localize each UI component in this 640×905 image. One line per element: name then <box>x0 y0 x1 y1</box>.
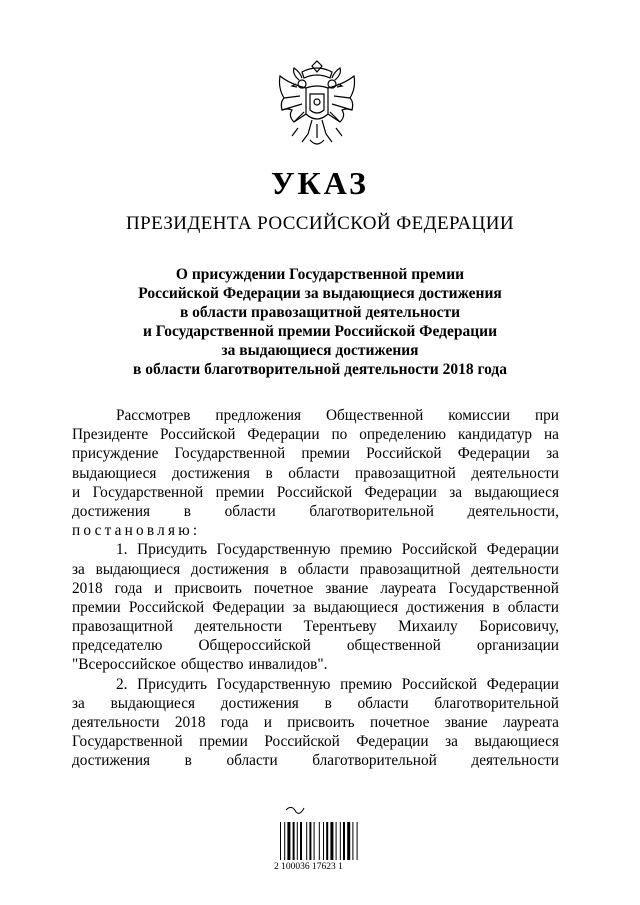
word: Российской <box>264 733 340 751</box>
word: области <box>226 752 278 770</box>
word: по <box>331 426 348 444</box>
text-line <box>72 694 559 713</box>
word: Российской <box>401 541 478 559</box>
word: Общественной <box>325 407 424 424</box>
heading-line: в области благотворительной деятельности 2018 года <box>132 361 508 378</box>
word: достижения <box>72 502 151 520</box>
decree-subtitle: ПРЕЗИДЕНТА РОССИЙСКОЙ ФЕДЕРАЦИИ <box>126 213 514 234</box>
word: при <box>534 407 559 424</box>
word: Российской <box>160 426 236 444</box>
barcode-bar <box>343 822 345 860</box>
word: 2018 <box>174 714 206 731</box>
barcode-bar <box>306 822 307 860</box>
barcode <box>276 806 362 864</box>
word: области <box>357 694 409 712</box>
word: 1. <box>116 541 128 559</box>
heading-line: в области правозащитной деятельности <box>179 304 461 321</box>
document-serial-number: 2 100036 17623 1 <box>274 862 343 872</box>
word: лауреата <box>503 714 559 731</box>
word: правозащитной <box>354 464 456 482</box>
word: в <box>324 694 332 712</box>
word: постановляю: <box>72 522 201 540</box>
word: области <box>224 502 276 520</box>
word: в <box>183 502 191 520</box>
word: кандидатур <box>457 426 533 444</box>
word: выдающиеся <box>474 733 559 751</box>
word: Государственной <box>72 733 183 751</box>
heading-line: за выдающиеся достижения <box>221 342 419 359</box>
text-line <box>72 521 559 540</box>
decree-heading <box>60 265 580 379</box>
barcode-bar <box>319 822 320 860</box>
barcode-bar <box>314 822 315 860</box>
heading-line: О присуждении Государственной премии <box>175 266 465 283</box>
word: Присудить <box>137 541 207 559</box>
word: Федерации <box>364 483 437 501</box>
word: за <box>72 560 85 578</box>
word: Государственную <box>216 541 331 559</box>
word: Российской <box>366 445 442 463</box>
word: области <box>288 464 340 482</box>
word: в <box>279 560 287 578</box>
word: благотворительной <box>309 502 434 520</box>
heading-line: Российской Федерации за выдающиеся достижения <box>138 285 502 302</box>
word: Терентьеву <box>303 618 377 636</box>
word: премии <box>199 733 248 751</box>
word: на <box>543 426 559 444</box>
word: Федерации <box>247 426 320 444</box>
barcode-bar <box>280 822 281 860</box>
word: определению <box>359 426 447 444</box>
text-line <box>72 425 559 444</box>
word: предложения <box>215 407 302 424</box>
barcode-bar <box>287 822 290 860</box>
text-line <box>72 598 559 617</box>
word: за <box>292 598 306 616</box>
word: за <box>546 445 559 463</box>
word: Государственной <box>92 483 204 501</box>
word: Российской <box>276 483 353 501</box>
text-line <box>72 675 559 694</box>
word: выдающиеся <box>110 694 196 712</box>
word: Государственной <box>448 579 559 597</box>
barcode-bar <box>352 822 353 860</box>
barcode-bar <box>340 822 341 860</box>
barcode-bar <box>293 822 295 860</box>
text-line <box>72 406 559 425</box>
text-line <box>72 636 559 655</box>
barcode-bar <box>323 822 324 860</box>
text-line <box>72 560 559 579</box>
word: Федерации <box>457 445 530 463</box>
word: области <box>507 598 559 616</box>
word: благотворительной <box>312 752 437 770</box>
word: и <box>154 579 163 597</box>
word: деятельности, <box>467 502 559 520</box>
barcode-bar <box>357 822 358 860</box>
barcode-bar <box>347 822 350 860</box>
barcode-bar <box>336 822 337 860</box>
word: премии <box>72 598 121 616</box>
word: области <box>297 560 349 578</box>
barcode-bar <box>297 822 298 860</box>
word: Федерации <box>212 598 285 616</box>
word: достижения <box>190 560 269 578</box>
word: Президенте <box>72 426 149 444</box>
word: общество <box>180 656 244 674</box>
word: и <box>72 483 81 501</box>
barcode-bar <box>326 822 328 860</box>
word: звание <box>325 579 369 597</box>
word: премию <box>340 541 393 559</box>
word: деятельности <box>72 714 160 731</box>
word: звание <box>444 714 488 731</box>
barcode-bar <box>284 822 285 860</box>
word: Государственной <box>174 445 286 463</box>
word: Присудить <box>137 675 207 693</box>
text-line <box>72 617 559 636</box>
word: Михаилу <box>398 618 458 636</box>
word: выдающиеся <box>474 483 559 501</box>
text-line <box>72 732 559 751</box>
word: присвоить <box>174 579 242 597</box>
decree-body <box>72 406 559 771</box>
word: 2018 <box>72 579 103 597</box>
word: председателю <box>72 637 163 655</box>
word: деятельности <box>194 618 283 636</box>
word: почетное <box>369 714 430 731</box>
word: за <box>72 694 85 712</box>
text-line <box>72 540 559 559</box>
word: выдающиеся <box>313 598 399 616</box>
text-line <box>72 655 559 674</box>
word: года <box>220 714 249 731</box>
word: премии <box>301 445 350 463</box>
word: Федерации <box>486 675 559 693</box>
word: в <box>492 598 500 616</box>
word: правозащитной <box>72 618 173 636</box>
heading-line: и Государственной премии Российской Федерации <box>142 323 498 340</box>
word: и <box>263 714 272 731</box>
text-line <box>72 444 559 463</box>
coat-of-arms-icon <box>272 58 362 154</box>
text-line <box>72 502 559 521</box>
signature-icon <box>286 807 304 813</box>
word: года <box>114 579 143 597</box>
word: присвоить <box>287 714 355 731</box>
word: в <box>265 464 273 482</box>
word: выдающиеся <box>95 560 181 578</box>
word: за <box>449 483 463 501</box>
word: достижения <box>406 598 485 616</box>
word: "Всероссийское <box>72 656 176 674</box>
word: присуждение <box>72 445 159 463</box>
word: лауреата <box>380 579 437 597</box>
word: достижения <box>220 694 299 712</box>
word: Федерации <box>486 541 559 559</box>
word: почетное <box>253 579 314 597</box>
word: Российской <box>128 598 205 616</box>
word: Российской <box>401 675 478 693</box>
word: Рассмотрев <box>116 407 191 424</box>
word: благотворительной <box>434 694 559 712</box>
word: за <box>445 733 458 751</box>
word: в <box>184 752 192 770</box>
word: Федерации <box>356 733 429 751</box>
word: премии <box>215 483 265 501</box>
text-line <box>72 713 559 732</box>
text-line <box>72 751 559 770</box>
word: правозащитной <box>359 560 461 578</box>
word: Общероссийской <box>198 637 311 655</box>
word: деятельности <box>471 752 559 770</box>
word: Борисовичу, <box>479 618 559 636</box>
word: комиссии <box>448 407 511 424</box>
word: деятельности <box>471 560 559 578</box>
barcode-bar <box>309 822 311 860</box>
word: выдающиеся <box>72 464 157 482</box>
word: общественной <box>346 637 441 655</box>
word: деятельности <box>471 464 559 482</box>
word: инвалидов". <box>248 656 328 674</box>
barcode-bar <box>330 822 333 860</box>
text-line <box>72 579 559 598</box>
text-line <box>72 483 559 502</box>
word: достижения <box>171 464 251 482</box>
word: премию <box>340 675 393 693</box>
word: организации <box>476 637 559 655</box>
word: Государственную <box>216 675 331 693</box>
text-line <box>72 464 559 483</box>
word: достижения <box>72 752 151 770</box>
decree-title: УКАЗ <box>271 165 369 201</box>
barcode-bar <box>300 822 302 860</box>
word: 2. <box>116 675 128 693</box>
